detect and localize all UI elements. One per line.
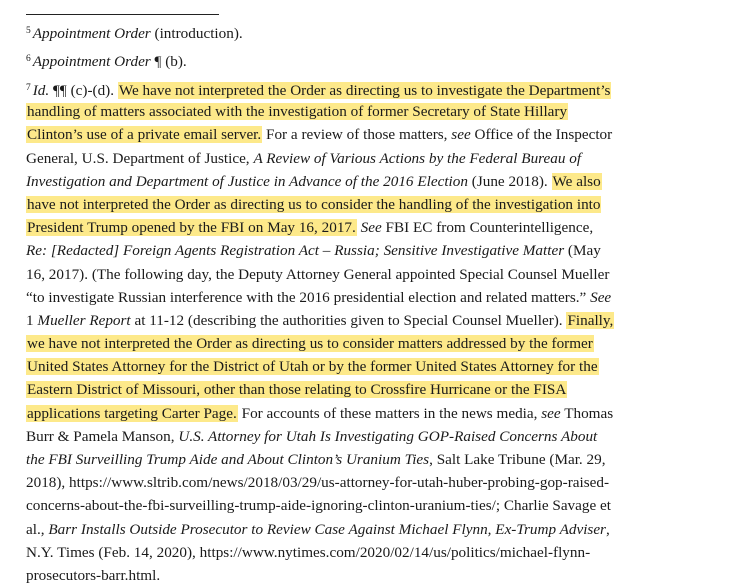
text-line: Re: [Redacted] Foreign Agents Registration Act – Russia; Sensitive Investigative Matter (May (26, 242, 601, 260)
text-line (26, 100, 674, 123)
text-line: al., Barr Installs Outside Prosecutor to Review Case Against Michael Flynn, Ex-Trump Adviser, (26, 520, 610, 538)
highlighted-passage: United States Attorney for the District of Utah or by the former United States Attorney for the (27, 358, 598, 376)
footnote-marker: 7 (26, 83, 31, 93)
highlighted-passage: Eastern District of Missouri, other than those relating to Crossfire Hurricane or the FISA (27, 381, 567, 399)
footnote-marker: 5 (26, 26, 31, 36)
highlighted-passage: Clinton’s use of a private email server. (27, 126, 262, 144)
text-line (26, 193, 674, 216)
highlighted-passage: applications targeting Carter Page. (27, 404, 237, 422)
url-text: prosecutors-barr.html. (26, 566, 161, 584)
footnote-marker: 6 (26, 54, 31, 64)
text-line: Clinton’s use of a private email server. For a review of those matters, see Office of the Inspector (27, 126, 613, 144)
text-line (26, 564, 674, 587)
highlighted-passage: We also (552, 172, 601, 190)
text-line: President Trump opened by the FBI on May 16, 2017. See FBI EC from Counterintelligence, (27, 219, 594, 237)
footnote-5: $^5$ Appointment Order (introduction). (26, 25, 243, 42)
text-line: Burr & Pamela Manson, U.S. Attorney for Utah Is Investigating GOP-Raised Concerns About (26, 427, 598, 445)
text-line (26, 378, 674, 401)
text-line: $^7$ Id. ¶¶ (c)-(d). We have not interpreted the Order as directing us to investigate the Department’s (26, 82, 611, 99)
highlighted-passage: handling of matters associated with the investigation of former Secretary of State Hillary (27, 103, 568, 121)
citation-title: Mueller Report (37, 311, 131, 329)
text-line (26, 355, 674, 378)
url-text: concerns-about-the-fbi-surveilling-trump-aide-ignoring-clinton-uranium-ties/; Charlie Savage et (26, 497, 612, 515)
highlighted-passage: We have not interpreted the Order as directing us to investigate the Department’s (118, 82, 611, 99)
citation-title: Barr Installs Outside Prosecutor to Review Case Against Michael Flynn, Ex-Trump Adviser (48, 520, 606, 538)
text-line: 1 Mueller Report at 11-12 (describing the authorities given to Special Counsel Mueller). Finally, (26, 311, 614, 329)
url-text: N.Y. Times (Feb. 14, 2020), https://www.nytimes.com/2020/02/14/us/politics/michael-flynn- (26, 543, 591, 561)
text-line (26, 494, 674, 517)
text-line: General, U.S. Department of Justice, A Review of Various Actions by the Federal Bureau of (26, 149, 582, 167)
footnote-separator (26, 14, 219, 15)
citation-title: Re: [Redacted] Foreign Agents Registration Act – Russia; Sensitive Investigative Matter (26, 242, 565, 260)
text-line (26, 471, 674, 494)
footnote-6: $^6$ Appointment Order ¶ (b). (26, 53, 187, 70)
text-line (26, 541, 674, 564)
citation-title: the FBI Surveilling Trump Aide and About Clinton’s Uranium Ties (26, 451, 430, 468)
citation-title: Investigation and Department of Justice in Advance of the 2016 Election (26, 172, 468, 190)
highlighted-passage: we have not interpreted the Order as directing us to consider matters addressed by the former (27, 335, 593, 353)
text-line: Investigation and Department of Justice in Advance of the 2016 Election (June 2018). We also (26, 172, 601, 190)
text-line: 16, 2017). (The following day, the Deputy Attorney General appointed Special Counsel Mueller (26, 265, 610, 283)
url-text: 2018), https://www.sltrib.com/news/2018/03/29/us-attorney-for-utah-huber-probing-gop-raised- (26, 474, 610, 492)
citation-title: A Review of Various Actions by the Federal Bureau of (253, 149, 582, 167)
highlighted-passage: Finally, (567, 311, 614, 329)
text-line: the FBI Surveilling Trump Aide and About Clinton’s Uranium Ties, Salt Lake Tribune (Mar. 29, (26, 451, 606, 468)
footnote-7 (26, 77, 674, 587)
text-line: applications targeting Carter Page. For accounts of these matters in the news media, see Thomas (27, 404, 614, 422)
citation-title: U.S. Attorney for Utah Is Investigating GOP-Raised Concerns About (178, 427, 598, 445)
text-line: “to investigate Russian interference with the 2016 presidential election and related matters.” See (26, 288, 612, 306)
text-line (26, 332, 674, 355)
highlighted-passage: President Trump opened by the FBI on May 16, 2017. (27, 219, 356, 237)
highlighted-passage: have not interpreted the Order as directing us to consider the handling of the investigation into (27, 195, 601, 213)
